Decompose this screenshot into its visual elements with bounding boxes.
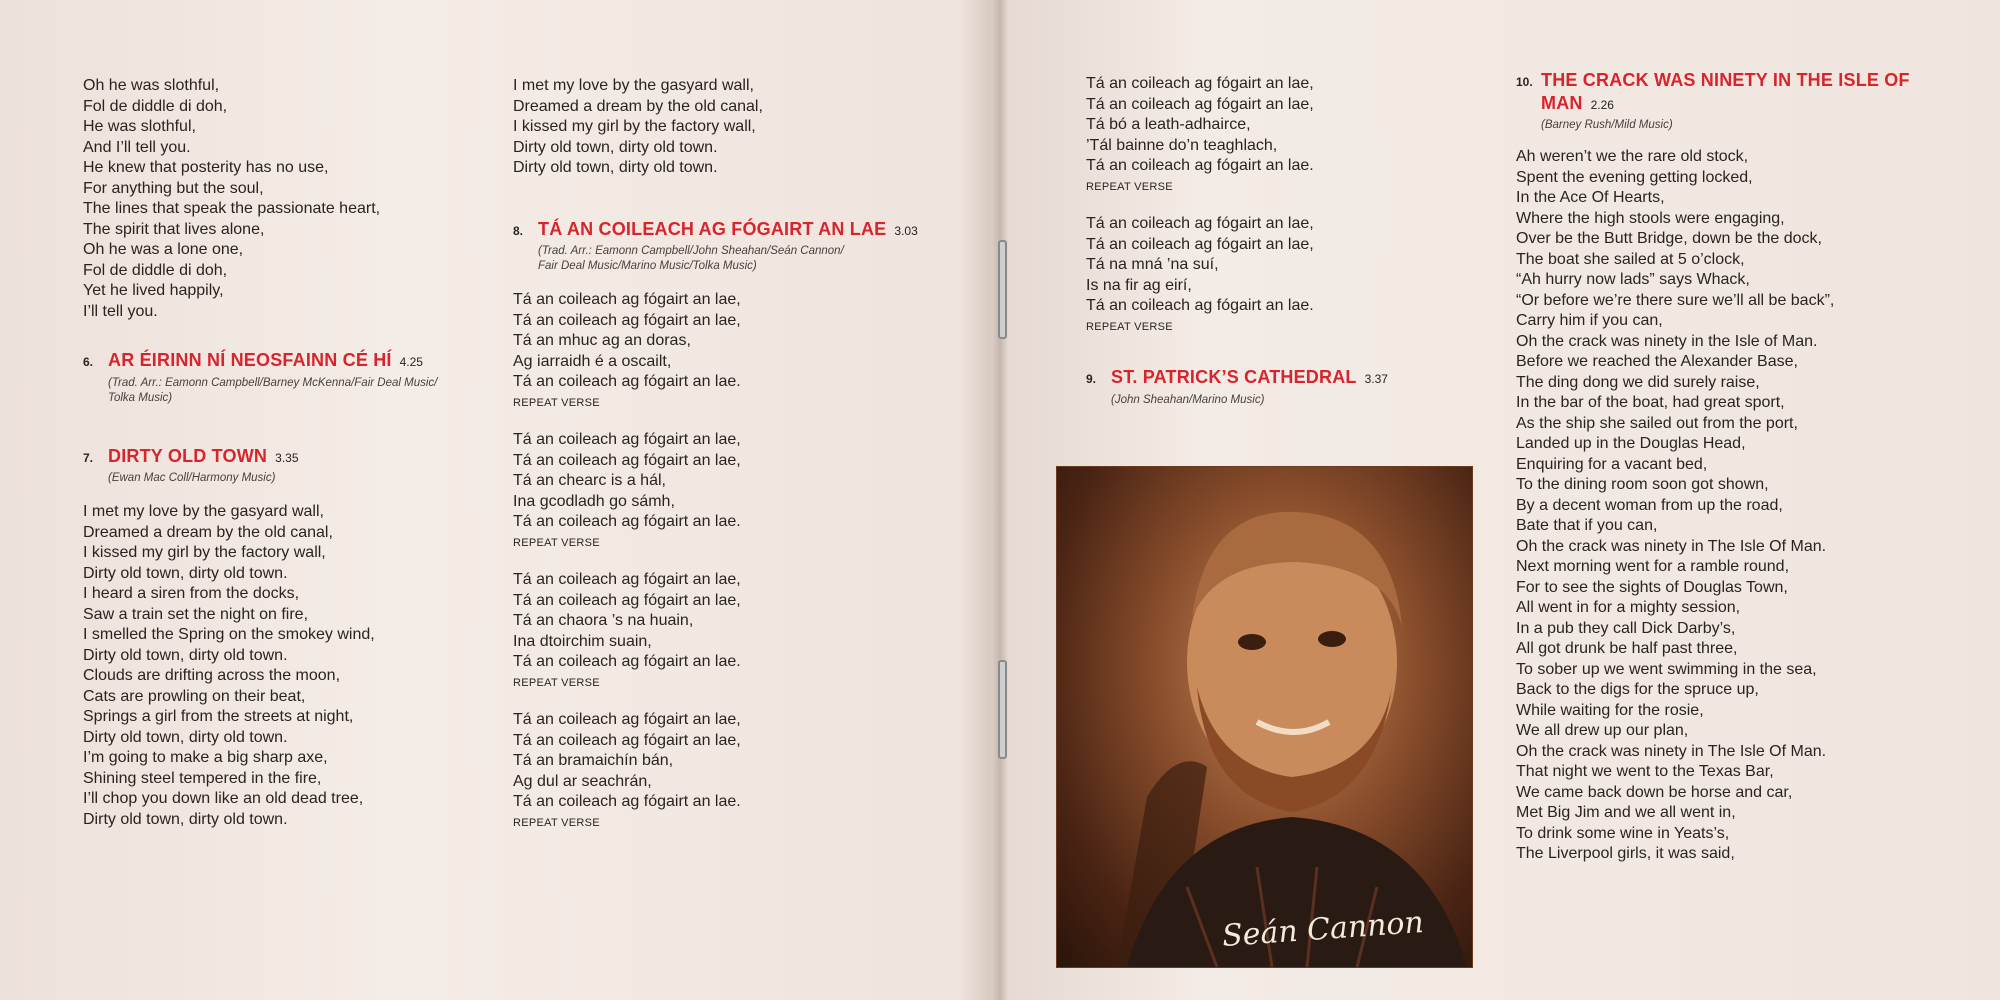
song-header <box>1516 70 1986 93</box>
stanza <box>513 76 933 179</box>
lyric-line: All got drunk be half past three, <box>1516 640 1738 657</box>
lyrics-column-4 <box>1516 70 1986 865</box>
lyric-line: I met my love by the gasyard wall, <box>83 503 324 520</box>
lyric-line: Ah weren’t we the rare old stock, <box>1516 148 1749 165</box>
lyric-line: Tá bó a leath-adhairce, <box>1086 116 1251 133</box>
lyric-line: Tá an coileach ag fógairt an lae, <box>1086 75 1314 92</box>
lyric-line: Tá an coileach ag fógairt an lae. <box>1086 297 1314 314</box>
lyric-line: Tá an coileach ag fógairt an lae, <box>513 711 741 728</box>
lyric-line: I kissed my girl by the factory wall, <box>83 544 326 561</box>
stanza-group <box>1516 147 1986 865</box>
lyric-line: Carry him if you can, <box>1516 312 1663 329</box>
lyric-line: Where the high stools were engaging, <box>1516 209 1785 227</box>
lyric-line: Fol de diddle di doh, <box>83 97 228 115</box>
stanza <box>83 666 463 748</box>
song-title: AR ÉIRINN NÍ NEOSFAINN CÉ HÍ <box>108 350 392 370</box>
track-number: 7. <box>83 450 94 465</box>
lyric-line: Spent the evening getting locked, <box>1516 168 1753 186</box>
song-duration: 3.35 <box>275 450 299 465</box>
lyric-line: Dirty old town, dirty old town. <box>513 159 718 176</box>
lyric-line: We came back down be horse and car, <box>1516 783 1793 801</box>
song-7 <box>83 446 463 487</box>
lyric-line: Dreamed a dream by the old canal, <box>83 523 333 541</box>
lyric-line: Landed up in the Douglas Head, <box>1516 435 1746 452</box>
stanza <box>513 290 933 393</box>
lyric-line: We all drew up our plan, <box>1516 722 1689 739</box>
lyric-line: Is na fir ag eirí, <box>1086 276 1192 294</box>
song-header <box>513 219 933 242</box>
lyric-line: The lines that speak the passionate heart, <box>83 200 381 217</box>
lyric-line: For anything but the soul, <box>83 179 264 197</box>
song-8 <box>513 219 933 275</box>
repeat-verse-label: REPEAT VERSE <box>513 676 600 689</box>
lyric-line: The spirit that lives alone, <box>83 220 265 238</box>
song-6 <box>83 350 463 406</box>
portrait-photo <box>1057 467 1472 967</box>
stanza <box>1086 214 1486 317</box>
repeat-verse-label: REPEAT VERSE <box>1086 180 1173 193</box>
credit-line: (Trad. Arr.: Eamonn Campbell/John Sheahan/Seán Cannon/ <box>538 245 844 257</box>
song-9 <box>1086 367 1486 408</box>
credit-line: Fair Deal Music/Marino Music/Tolka Music) <box>538 260 757 272</box>
song-title: THE CRACK WAS NINETY IN THE ISLE OF <box>1541 70 1910 90</box>
lyric-line: I heard a siren from the docks, <box>83 585 300 602</box>
lyric-line: I’ll tell you. <box>83 302 158 320</box>
song-credit <box>1541 118 1986 133</box>
staple-bottom <box>998 660 1007 759</box>
lyric-line: Fol de diddle di doh, <box>83 261 228 279</box>
lyric-line: Tá an chaora ’s na huain, <box>513 612 694 629</box>
lyric-line: Saw a train set the night on fire, <box>83 605 309 623</box>
lyric-line: Dreamed a dream by the old canal, <box>513 97 763 115</box>
stanza <box>1086 74 1486 177</box>
lyric-line: Tá an coileach ag fógairt an lae. <box>513 793 741 810</box>
lyric-line: Tá an coileach ag fógairt an lae, <box>1086 95 1314 113</box>
credit-line: (Trad. Arr.: Eamonn Campbell/Barney McKenna/Fair Deal Music/ <box>108 376 438 389</box>
staple-top <box>998 240 1007 339</box>
lyric-line: The boat she sailed at 5 o’clock, <box>1516 250 1745 268</box>
lyric-line: Next morning went for a ramble round, <box>1516 558 1790 575</box>
song-duration: 2.26 <box>1590 97 1614 112</box>
lyric-line: I smelled the Spring on the smokey wind, <box>83 626 375 643</box>
lyric-line: Tá an coileach ag fógairt an lae, <box>513 431 741 448</box>
song-header-cont <box>1541 93 1986 116</box>
lyrics-column-3 <box>1086 74 1486 418</box>
stanza <box>83 584 463 666</box>
lyric-line: Enquiring for a vacant bed, <box>1516 455 1708 473</box>
lyric-line: He knew that posterity has no use, <box>83 159 329 176</box>
lyric-line: Tá an coileach ag fógairt an lae. <box>513 373 741 390</box>
lyric-line: He was slothful, <box>83 118 196 135</box>
song-duration: 4.25 <box>399 355 423 369</box>
lyric-line: Tá an mhuc ag an doras, <box>513 332 691 349</box>
track-number: 6. <box>83 355 94 369</box>
stanza <box>1516 762 1986 865</box>
lyric-line: As the ship she sailed out from the port, <box>1516 414 1798 432</box>
lyric-line: Tá an coileach ag fógairt an lae. <box>1086 157 1314 174</box>
lyric-line: Tá na mná ’na suí, <box>1086 256 1219 273</box>
lyric-line: That night we went to the Texas Bar, <box>1516 763 1774 780</box>
song-credit <box>108 471 463 486</box>
song-header <box>83 446 463 469</box>
lyric-line: In a pub they call Dick Darby’s, <box>1516 619 1736 637</box>
lyric-line: ’Tál bainne do’n teaghlach, <box>1086 136 1278 154</box>
repeat-verse-label: REPEAT VERSE <box>1086 320 1173 333</box>
lyric-line: Dirty old town, dirty old town. <box>83 810 288 828</box>
repeat-verse-label: REPEAT VERSE <box>513 396 600 409</box>
lyric-line: To the dining room soon got shown, <box>1516 476 1769 493</box>
lyric-line: Met Big Jim and we all went in, <box>1516 804 1736 821</box>
lyric-line: In the Ace Of Hearts, <box>1516 189 1665 206</box>
lyric-line: “Or before we’re there sure we’ll all be back”, <box>1516 291 1835 309</box>
lyric-line: “Ah hurry now lads” says Whack, <box>1516 271 1750 288</box>
stanza <box>83 158 463 322</box>
stanza-group <box>513 76 933 179</box>
lyric-line: While waiting for the rosie, <box>1516 701 1704 719</box>
credit-line: Tolka Music) <box>108 391 173 404</box>
stanza <box>513 570 933 673</box>
stanza <box>513 710 933 813</box>
repeat-verse-label: REPEAT VERSE <box>513 816 600 829</box>
lyric-line: By a decent woman from up the road, <box>1516 496 1783 514</box>
lyric-line: Yet he lived happily, <box>83 282 224 299</box>
song-title-cont: MAN <box>1541 92 1583 113</box>
song-header <box>83 350 463 373</box>
signature: Seán Cannon <box>1221 904 1425 955</box>
lyric-line: Springs a girl from the streets at night, <box>83 708 354 725</box>
lyric-line: Tá an bramaichín bán, <box>513 752 674 769</box>
song-duration: 3.03 <box>894 223 918 238</box>
song-credit <box>538 244 933 274</box>
stanza <box>83 76 463 158</box>
stanza-group <box>83 76 463 322</box>
song-credit <box>108 376 463 406</box>
lyric-line: Tá an coileach ag fógairt an lae, <box>513 451 741 469</box>
lyric-line: Tá an coileach ag fógairt an lae, <box>513 571 741 588</box>
lyric-line: Dirty old town, dirty old town. <box>83 646 288 664</box>
repeat-verse-label: REPEAT VERSE <box>513 536 600 549</box>
lyric-line: To drink some wine in Yeats’s, <box>1516 824 1730 842</box>
lyric-line: Oh the crack was ninety in The Isle Of Man. <box>1516 742 1827 760</box>
lyric-line: Tá an coileach ag fógairt an lae, <box>513 731 741 749</box>
lyric-line: Clouds are drifting across the moon, <box>83 667 341 684</box>
lyric-line: And I’ll tell you. <box>83 138 191 156</box>
lyric-line: I’m going to make a big sharp axe, <box>83 749 328 766</box>
lyric-line: Tá an coileach ag fógairt an lae, <box>1086 215 1314 232</box>
lyric-line: Shining steel tempered in the fire, <box>83 769 322 787</box>
lyric-line: Tá an coileach ag fógairt an lae. <box>513 653 741 670</box>
stanza <box>83 502 463 584</box>
track-number: 10. <box>1516 75 1533 89</box>
stanza <box>1516 557 1986 762</box>
track-number: 9. <box>1086 372 1097 386</box>
lyric-line: In the bar of the boat, had great sport, <box>1516 394 1785 411</box>
lyric-line: Dirty old town, dirty old town. <box>83 564 288 582</box>
lyric-line: Back to the digs for the spruce up, <box>1516 681 1759 698</box>
song-10 <box>1516 70 1986 133</box>
lyric-line: To sober up we went swimming in the sea, <box>1516 660 1817 678</box>
song-credit <box>1111 393 1486 408</box>
track-number: 8. <box>513 223 524 238</box>
lyric-line: Tá an chearc is a hál, <box>513 472 666 489</box>
lyric-line: Oh he was slothful, <box>83 77 220 94</box>
lyric-line: Tá an coileach ag fógairt an lae, <box>1086 235 1314 253</box>
lyric-line: Tá an coileach ag fógairt an lae, <box>513 311 741 329</box>
lyrics-column-1 <box>83 76 463 830</box>
lyric-line: Over be the Butt Bridge, down be the dock, <box>1516 230 1822 247</box>
lyric-line: For to see the sights of Douglas Town, <box>1516 578 1788 596</box>
lyric-line: Oh he was a lone one, <box>83 241 244 258</box>
lyric-line: Dirty old town, dirty old town. <box>513 138 718 156</box>
booklet-spine <box>992 0 1008 1000</box>
stanza-group <box>83 502 463 830</box>
lyric-line: Tá an coileach ag fógairt an lae, <box>513 291 741 308</box>
lyric-line: I kissed my girl by the factory wall, <box>513 118 756 135</box>
lyrics-column-2 <box>513 76 933 850</box>
song-title: TÁ AN COILEACH AG FÓGAIRT AN LAE <box>538 218 887 239</box>
stanza <box>1516 147 1986 352</box>
song-header <box>1086 367 1486 390</box>
lyric-line: I’ll chop you down like an old dead tree, <box>83 790 364 807</box>
lyric-line: The ding dong we did surely raise, <box>1516 373 1760 391</box>
stanza <box>1516 352 1986 557</box>
lyric-line: Before we reached the Alexander Base, <box>1516 353 1798 370</box>
credit-line: (Ewan Mac Coll/Harmony Music) <box>108 472 276 484</box>
lyric-line: Tá an coileach ag fógairt an lae. <box>513 513 741 530</box>
stanza <box>83 748 463 830</box>
credit-line: (John Sheahan/Marino Music) <box>1111 393 1265 406</box>
verse-blocks <box>1086 74 1486 337</box>
song-title: ST. PATRICK’S CATHEDRAL <box>1111 367 1357 387</box>
lyric-line: Oh the crack was ninety in The Isle Of Man. <box>1516 537 1827 555</box>
song-duration: 3.37 <box>1364 372 1388 386</box>
lyric-line: I met my love by the gasyard wall, <box>513 77 754 94</box>
lyric-line: Cats are prowling on their beat, <box>83 687 306 705</box>
lyric-line: Ina gcodladh go sámh, <box>513 492 675 510</box>
lyric-line: Ag iarraidh é a oscailt, <box>513 352 672 370</box>
portrait-illustration <box>1057 467 1472 967</box>
lyric-line: Tá an coileach ag fógairt an lae, <box>513 591 741 609</box>
stanza <box>513 430 933 533</box>
lyric-line: Oh the crack was ninety in the Isle of Man. <box>1516 332 1818 350</box>
lyric-line: Ag dul ar seachrán, <box>513 772 652 790</box>
song-title: DIRTY OLD TOWN <box>108 445 268 466</box>
verse-blocks <box>513 290 933 833</box>
lyric-line: All went in for a mighty session, <box>1516 599 1741 616</box>
lyric-line: Ina dtoirchim suain, <box>513 632 652 650</box>
lyric-line: The Liverpool girls, it was said, <box>1516 845 1735 862</box>
credit-line: (Barney Rush/Mild Music) <box>1541 119 1673 131</box>
lyric-line: Dirty old town, dirty old town. <box>83 728 288 746</box>
lyric-line: Bate that if you can, <box>1516 517 1658 534</box>
